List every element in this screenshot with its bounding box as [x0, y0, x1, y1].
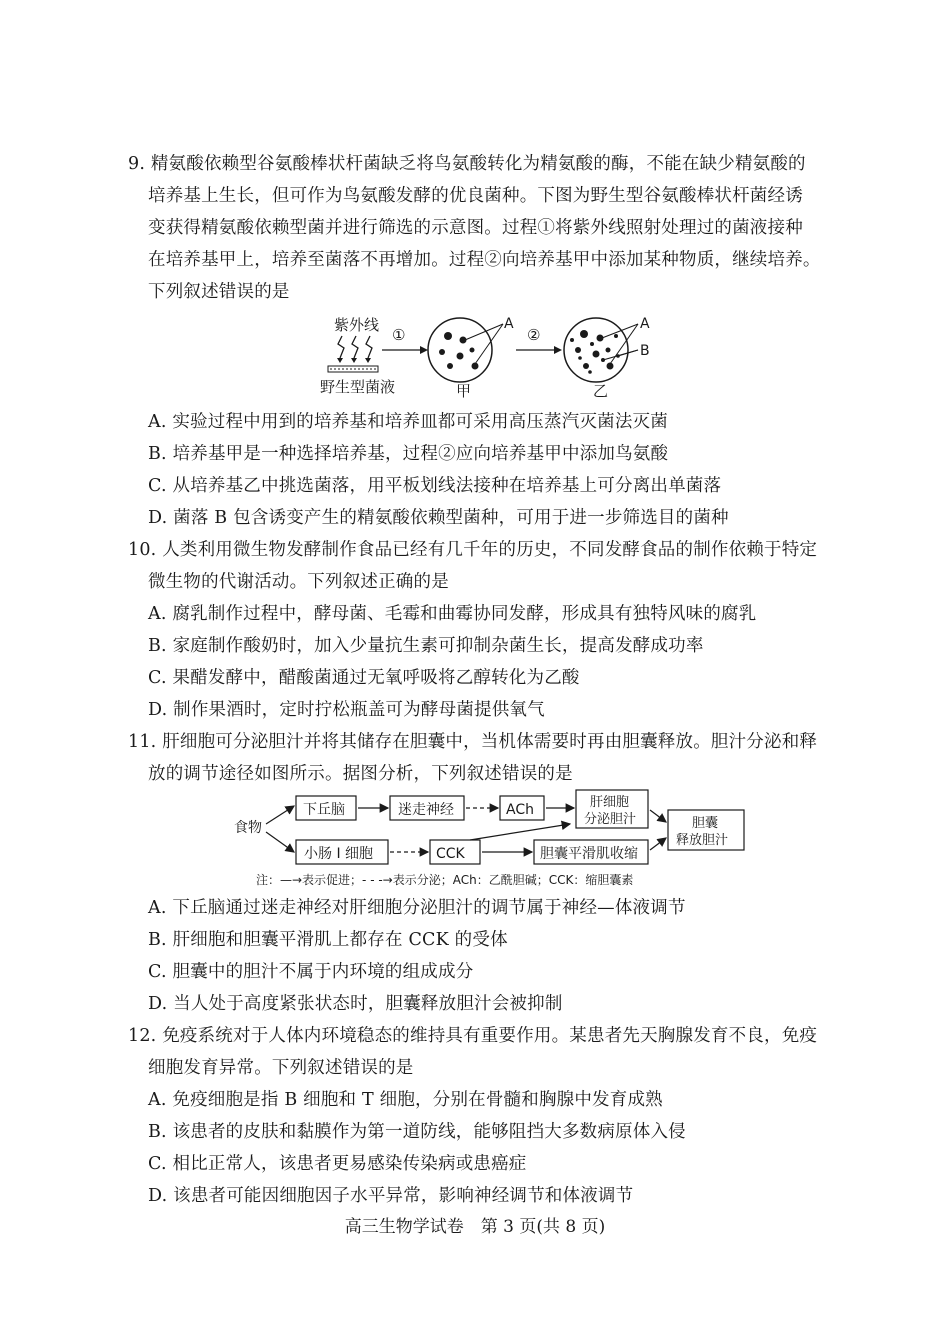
- q9-option-d: D. 菌落 B 包含诱变产生的精氨酸依赖型菌种，可用于进一步筛选目的菌种: [148, 508, 729, 528]
- q12-stem-line-1: 12. 免疫系统对于人体内环境稳态的维持具有重要作用。某患者先天胸腺发育不良，免疫: [128, 1026, 818, 1046]
- q10-stem-line-2: 微生物的代谢活动。下列叙述正确的是: [148, 572, 449, 592]
- q9-option-c: C. 从培养基乙中挑选菌落，用平板划线法接种在培养基上可分离出单菌落: [148, 476, 722, 496]
- q9-stem-line-2: 培养基上生长，但可作为鸟氨酸发酵的优良菌种。下图为野生型谷氨酸棒状杆菌经诱: [148, 186, 803, 206]
- q9-stem-line-1: 9. 精氨酸依赖型谷氨酸棒状杆菌缺乏将鸟氨酸转化为精氨酸的酶，不能在缺少精氨酸的: [128, 154, 806, 174]
- q11-diagram: [230, 788, 790, 888]
- plate-yi: [564, 318, 628, 382]
- q9-stem-line-5: 下列叙述错误的是: [148, 282, 290, 302]
- q11-option-c: C. 胆囊中的胆汁不属于内环境的组成成分: [148, 962, 474, 982]
- vagus-label: 迷走神经: [398, 802, 454, 818]
- plate-jia-colonies: [439, 332, 479, 370]
- colony-b-label: B: [640, 343, 650, 359]
- colony-a-label-jia: A: [504, 316, 514, 332]
- colony-a-label-yi: A: [640, 316, 650, 332]
- q9-stem-line-3: 变获得精氨酸依赖型菌并进行筛选的示意图。过程①将紫外线照射处理过的菌液接种: [148, 218, 803, 238]
- q10-option-c: C. 果醋发酵中，醋酸菌通过无氧呼吸将乙醇转化为乙酸: [148, 668, 580, 688]
- liver-label-2: 分泌胆汁: [584, 812, 637, 827]
- smooth-muscle-label: 胆囊平滑肌收缩: [540, 846, 638, 862]
- q11-option-b: B. 肝细胞和胆囊平滑肌上都存在 CCK 的受体: [148, 930, 508, 950]
- q12-option-d: D. 该患者可能因细胞因子水平异常，影响神经调节和体液调节: [148, 1186, 634, 1206]
- plate-jia-label: 甲: [456, 382, 472, 400]
- plate-yi-label: 乙: [593, 382, 609, 400]
- q11-option-a: A. 下丘脑通过迷走神经对肝细胞分泌胆汁的调节属于神经—体液调节: [148, 898, 686, 918]
- cck-label: CCK: [436, 846, 465, 862]
- food-label: 食物: [234, 820, 262, 836]
- gallbladder-label-2: 释放胆汁: [676, 833, 729, 848]
- hypothalamus-label: 下丘脑: [303, 802, 345, 818]
- page-footer: 高三生物学试卷 第 3 页(共 8 页): [344, 1217, 606, 1237]
- q11-stem-line-1: 11. 肝细胞可分泌胆汁并将其储存在胆囊中，当机体需要时再由胆囊释放。胆汁分泌和释: [128, 732, 818, 752]
- q12-stem-line-2: 细胞发育异常。下列叙述错误的是: [148, 1058, 414, 1078]
- plate-yi-colonies: [570, 330, 620, 374]
- q10-option-b: B. 家庭制作酸奶时，加入少量抗生素可抑制杂菌生长，提高发酵成功率: [148, 636, 704, 656]
- q11-stem-line-2: 放的调节途径如图所示。据图分析，下列叙述错误的是: [148, 764, 573, 784]
- step2-label: ②: [527, 326, 541, 344]
- ach-label: ACh: [506, 802, 534, 818]
- uv-rays-icon: [338, 336, 372, 358]
- liver-label-1: 肝细胞: [590, 795, 630, 810]
- q12-option-a: A. 免疫细胞是指 B 细胞和 T 细胞，分别在骨髓和胸腺中发育成熟: [148, 1090, 663, 1110]
- plate-jia: [428, 318, 492, 382]
- q9-option-b: B. 培养基甲是一种选择培养基，过程②应向培养基甲中添加鸟氨酸: [148, 444, 669, 464]
- q10-option-a: A. 腐乳制作过程中，酵母菌、毛霉和曲霉协同发酵，形成具有独特风味的腐乳: [148, 604, 757, 624]
- q10-option-d: D. 制作果酒时，定时拧松瓶盖可为酵母菌提供氧气: [148, 700, 545, 720]
- q12-option-c: C. 相比正常人，该患者更易感染传染病或患癌症: [148, 1154, 527, 1174]
- step1-label: ①: [392, 326, 406, 344]
- q12-option-b: B. 该患者的皮肤和黏膜作为第一道防线，能够阻挡大多数病原体入侵: [148, 1122, 686, 1142]
- intestine-label: 小肠 I 细胞: [304, 846, 374, 862]
- uv-label: 紫外线: [334, 316, 380, 334]
- q10-stem-line-1: 10. 人类利用微生物发酵制作食品已经有几千年的历史，不同发酵食品的制作依赖于特定: [128, 540, 818, 560]
- q9-stem-line-4: 在培养基甲上，培养至菌落不再增加。过程②向培养基甲中添加某种物质，继续培养。: [148, 250, 821, 270]
- q9-option-a: A. 实验过程中用到的培养基和培养皿都可采用高压蒸汽灭菌法灭菌: [148, 412, 668, 432]
- gallbladder-label-1: 胆囊: [692, 816, 719, 831]
- diagram-note: 注：—→表示促进；- - -→表示分泌；ACh：乙酰胆碱；CCK：缩胆囊素: [256, 873, 634, 887]
- q11-option-d: D. 当人处于高度紧张状态时，胆囊释放胆汁会被抑制: [148, 994, 563, 1014]
- q9-diagram: [320, 310, 660, 400]
- wild-culture-label: 野生型菌液: [320, 378, 396, 396]
